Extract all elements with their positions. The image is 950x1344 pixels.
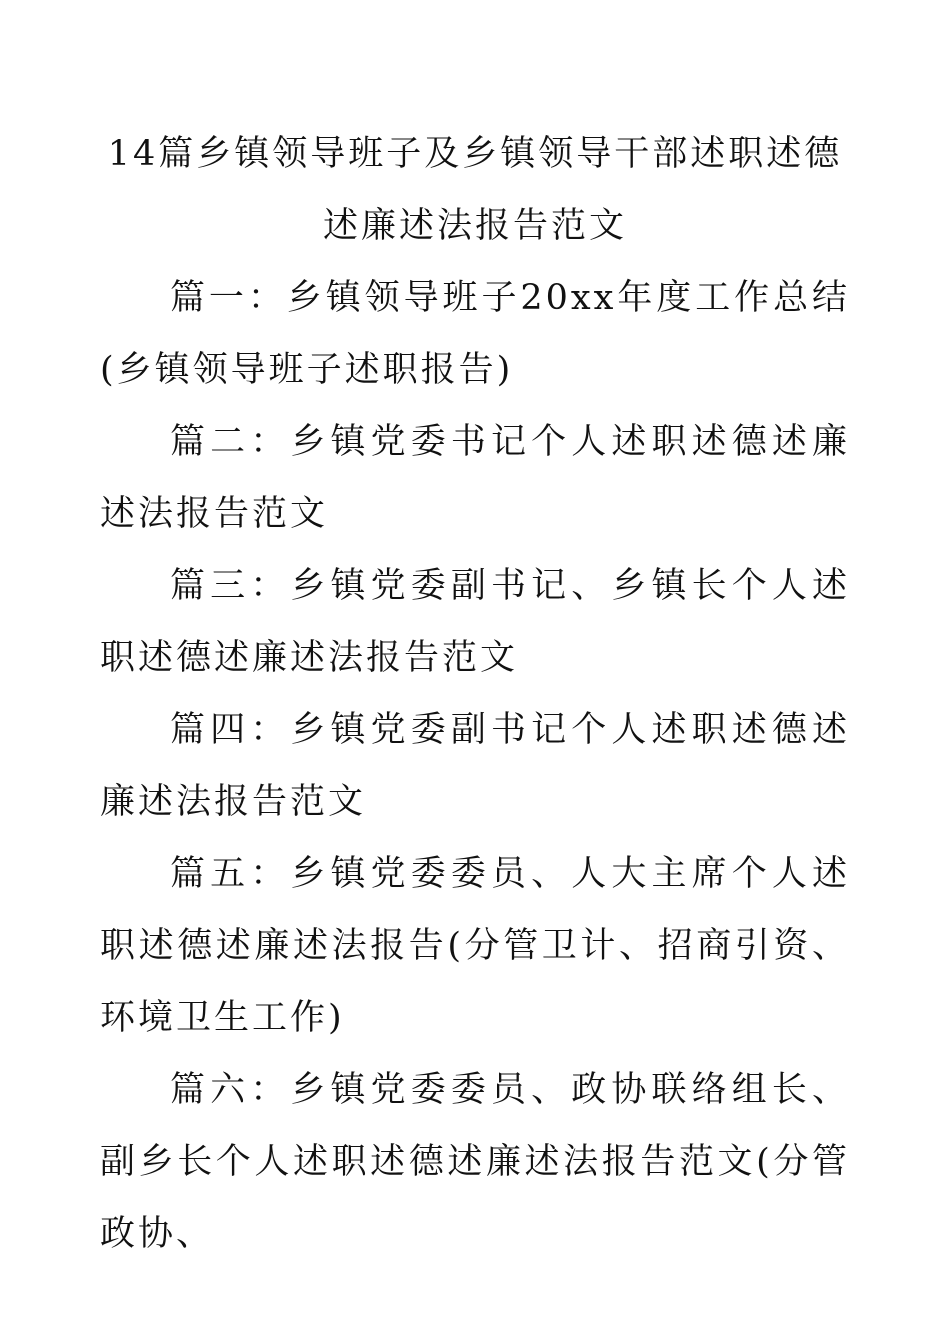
list-item-2: 篇二：乡镇党委书记个人述职述德述廉述法报告范文: [100, 422, 850, 534]
list-item-1: 篇一：乡镇领导班子20xx年度工作总结(乡镇领导班子述职报告): [100, 278, 850, 390]
document-title: 14篇乡镇领导班子及乡镇领导干部述职述德述廉述法报告范文: [107, 134, 843, 246]
list-item-5: 篇五：乡镇党委委员、人大主席个人述职述德述廉述法报告(分管卫计、招商引资、环境卫生工作): [100, 854, 850, 1038]
list-item-3: 篇三：乡镇党委副书记、乡镇长个人述职述德述廉述法报告范文: [100, 566, 850, 678]
document-body: [100, 118, 850, 1270]
list-item-6: 篇六：乡镇党委委员、政协联络组长、副乡长个人述职述德述廉述法报告范文(分管政协、: [100, 1070, 850, 1254]
list-item-4: 篇四：乡镇党委副书记个人述职述德述廉述法报告范文: [100, 710, 850, 822]
